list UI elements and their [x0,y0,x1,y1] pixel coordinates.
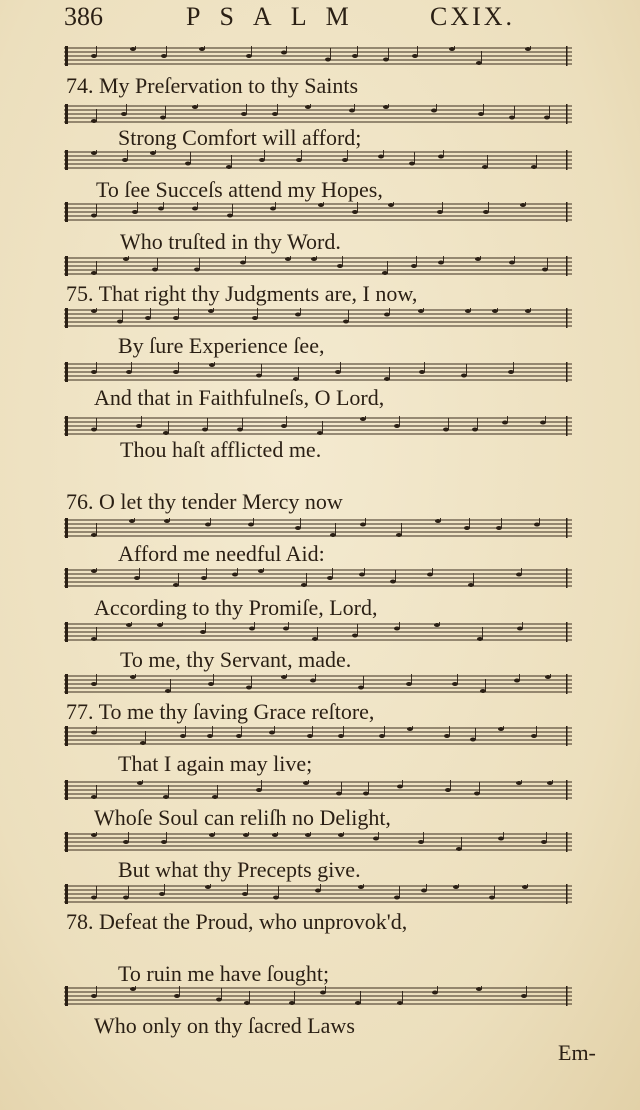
verse-line: 78. Defeat the Proud, who unprovok'd, [66,909,408,934]
clef-mark [65,308,68,328]
bar-line [566,674,568,694]
staff-lines [64,518,572,538]
bar-line [566,568,568,588]
clef-mark [65,622,68,642]
verse-line: Who only on thy ſacred Laws [94,1013,355,1038]
verse-number: 78. [66,909,94,934]
verse-line: That I again may live; [118,751,313,776]
verse-line: Whoſe Soul can reliſh no Delight, [94,805,391,830]
clef-mark [65,46,68,66]
bar-line [566,362,568,382]
verse-line: 76. O let thy tender Mercy now [66,489,343,514]
bar-line [566,622,568,642]
music-staff [64,832,572,852]
verse-line: Who truſted in thy Word. [120,229,341,254]
bar-line [566,726,568,746]
staff-lines [64,726,572,746]
bar-line [566,150,568,170]
music-staff [64,308,572,328]
clef-mark [65,780,68,800]
verse-line: 75. That right thy Judgments are, I now, [66,281,418,306]
clef-mark [65,202,68,222]
verse-line: And that in Faithfulneſs, O Lord, [94,385,385,410]
clef-mark [65,884,68,904]
music-staff [64,780,572,800]
staff-lines [64,150,572,170]
clef-mark [65,416,68,436]
clef-mark [65,256,68,276]
staff-lines [64,674,572,694]
music-staff [64,622,572,642]
music-staff [64,104,572,124]
staff-lines [64,622,572,642]
staff-lines [64,362,572,382]
clef-mark [65,726,68,746]
clef-mark [65,518,68,538]
catchword: Em- [558,1040,596,1065]
verse-line: To me, thy Servant, made. [120,647,352,672]
music-staff [64,46,572,66]
verse-line: Thou haſt afflicted me. [120,437,322,462]
clef-mark [65,362,68,382]
music-staff [64,150,572,170]
bar-line [566,202,568,222]
music-staff [64,416,572,436]
staff-lines [64,780,572,800]
clef-mark [65,986,68,1006]
bar-line [566,884,568,904]
bar-line [566,518,568,538]
verse-line: Afford me needful Aid: [118,541,325,566]
verse-line: To ſee Succeſs attend my Hopes, [96,177,383,202]
bar-line [566,256,568,276]
verse-line: According to thy Promiſe, Lord, [94,595,378,620]
bar-line [566,46,568,66]
clef-mark [65,568,68,588]
staff-lines [64,884,572,904]
running-title: PSALM [186,2,368,31]
verse-line: But what thy Precepts give. [118,857,361,882]
music-staff [64,518,572,538]
clef-mark [65,674,68,694]
staff-lines [64,202,572,222]
music-staff [64,986,572,1006]
bar-line [566,986,568,1006]
music-staff [64,674,572,694]
clef-mark [65,832,68,852]
verse-line: Strong Comfort will afford; [118,125,362,150]
verse-number: 74. [66,73,94,98]
page-header [0,2,640,30]
music-staff [64,256,572,276]
verse-line: To ruin me have ſought; [118,961,330,986]
bar-line [566,832,568,852]
staff-lines [64,256,572,276]
verse-line: 77. To me thy ſaving Grace reſtore, [66,699,375,724]
staff-lines [64,832,572,852]
music-staff [64,884,572,904]
verse-number: 76. [66,489,94,514]
page-number: 386 [64,2,103,31]
staff-lines [64,46,572,66]
bar-line [566,104,568,124]
clef-mark [65,150,68,170]
music-staff [64,202,572,222]
staff-lines [64,568,572,588]
verse-line: 74. My Preſervation to thy Saints [66,73,359,98]
music-staff [64,568,572,588]
verse-number: 75. [66,281,94,306]
psalm-number: CXIX. [430,2,516,31]
clef-mark [65,104,68,124]
music-staff [64,726,572,746]
bar-line [566,308,568,328]
verse-line: By ſure Experience ſee, [118,333,325,358]
bar-line [566,416,568,436]
staff-lines [64,308,572,328]
verse-number: 77. [66,699,94,724]
music-staff [64,362,572,382]
staff-lines [64,416,572,436]
bar-line [566,780,568,800]
staff-lines [64,104,572,124]
staff-lines [64,986,572,1006]
